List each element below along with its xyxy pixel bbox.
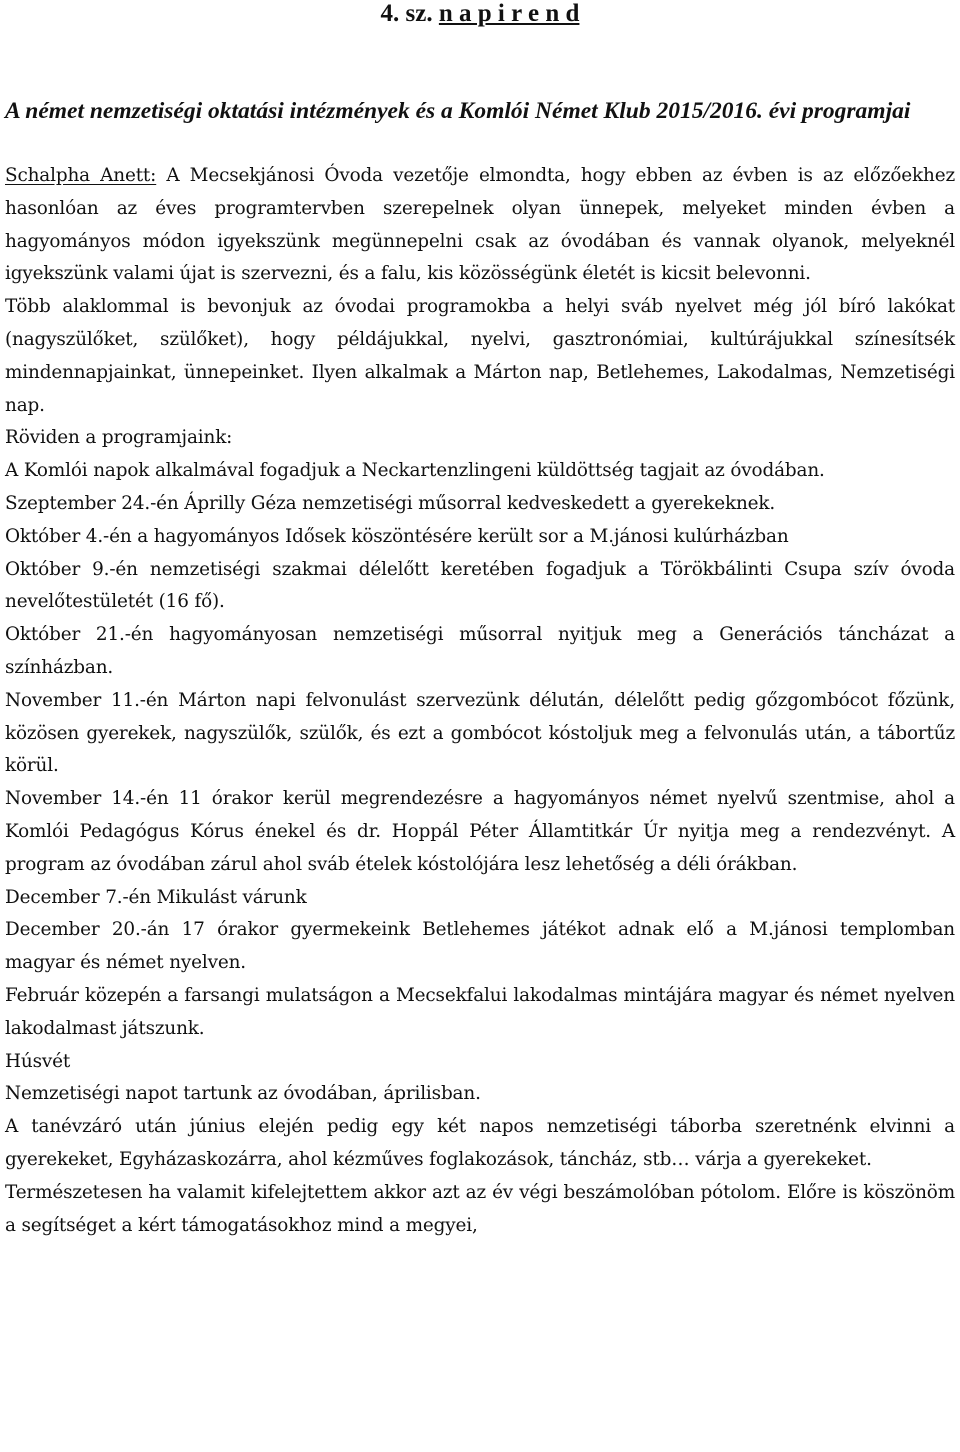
paragraph-programs-heading: Röviden a programjaink: [5, 427, 233, 449]
agenda-number: 4. sz. [380, 0, 439, 27]
document-body [5, 160, 955, 1242]
paragraph-oct-4: Október 4.-én a hagyományos Idősek köszöntésére került sor a M.jánosi kulúrházban [5, 525, 789, 547]
paragraph-dec-20: December 20.-án 17 órakor gyermekeink Betlehemes játékot adnak elő a M.jánosi templomban magyar és német nyelven. [5, 919, 955, 974]
agenda-label: n a p i r e n d [438, 0, 580, 27]
paragraph-oct-21: Október 21.-én hagyományosan nemzetiségi műsorral nyitjuk meg a Generációs táncházat a színházban. [5, 624, 955, 678]
paragraph-nov-14: November 14.-én 11 órakor kerül megrendezésre a hagyományos német nyelvű szentmise, ahol a Komlói Pedagógus Kórus énekel és dr. Hoppál Péter Államtitkár Úr nyitja meg a rendezvényt. A program az óvodában zárul ahol sváb ételek kóstolójára lesz lehetőség a déli órákban. [5, 788, 955, 875]
speaker-name: Schalpha Anett: [5, 165, 157, 186]
agenda-heading [5, 0, 955, 28]
paragraph-languages: Több alaklommal is bevonjuk az óvodai programokba a helyi sváb nyelvet még jól bíró lakókat (nagyszülőket, szülőket), hogy példájukkal, nyelvi, gasztronómiai, kultúrájukkal színesítsék mindennapjainkat, ünnepeinket. Ilyen alkalmak a Márton nap, Betlehemes, Lakodalmas, Nemzetiségi nap. [5, 296, 955, 416]
document-title: A német nemzetiségi oktatási intézmények és a Komlói Német Klub 2015/2016. évi programjai [5, 98, 911, 124]
paragraph-sep-24: Szeptember 24.-én Áprilly Géza nemzetiségi műsorral kedveskedett a gyerekeknek. [5, 492, 776, 514]
paragraph-komloi-napok: A Komlói napok alkalmával fogadjuk a Neckartenzlingeni küldöttség tagjait az óvodában. [5, 460, 825, 482]
paragraph-nationality-day: Nemzetiségi napot tartunk az óvodában, áprilisban. [5, 1083, 481, 1105]
paragraph-february: Február közepén a farsangi mulatságon a Mecsekfalui lakodalmas mintájára magyar és német nyelven lakodalmast játszunk. [5, 984, 955, 1039]
document-page [5, 0, 955, 1242]
paragraph-dec-7: December 7.-én Mikulást várunk [5, 886, 307, 908]
paragraph-camp: A tanévzáró után június elején pedig egy két napos nemzetiségi táborba szeretnénk elvinni a gyerekeket, Egyházaskozárra, ahol kézműves foglakozások, táncház, stb… várja a gyerekeket. [5, 1116, 955, 1170]
paragraph-nov-11: November 11.-én Márton napi felvonulást szervezünk délután, délelőtt pedig gőzgombócot főzünk, közösen gyerekek, nagyszülők, szülők, és ezt a gombócot kóstoljuk meg a felvonulás után, a tábortűz körül. [5, 689, 955, 777]
intro-text: A Mecsekjánosi Óvoda vezetője elmondta, hogy ebben az évben is az előzőekhez hasonlóan az éves programtervben szerepelnek olyan ünnepek, melyeket minden évben a hagyományos módon igyekszünk megünnepelni csak az óvodában és vannak olyanok, melyeknél igyekszünk valami újat is szervezni, és a falu, kis közösségünk életét is kicsit belevonni. [5, 165, 955, 285]
intro-paragraph [5, 160, 955, 291]
paragraph-oct-9: Október 9.-én nemzetiségi szakmai délelőtt keretében fogadjuk a Törökbálinti Csupa szív óvoda nevelőtestületét (16 fő). [5, 558, 955, 613]
paragraph-closing: Természetesen ha valamit kifelejtettem akkor azt az év végi beszámolóban pótolom. Előre is köszönöm a segítséget a kért támogatásokhoz mind a megyei, [5, 1181, 955, 1236]
paragraph-easter: Húsvét [5, 1050, 71, 1072]
